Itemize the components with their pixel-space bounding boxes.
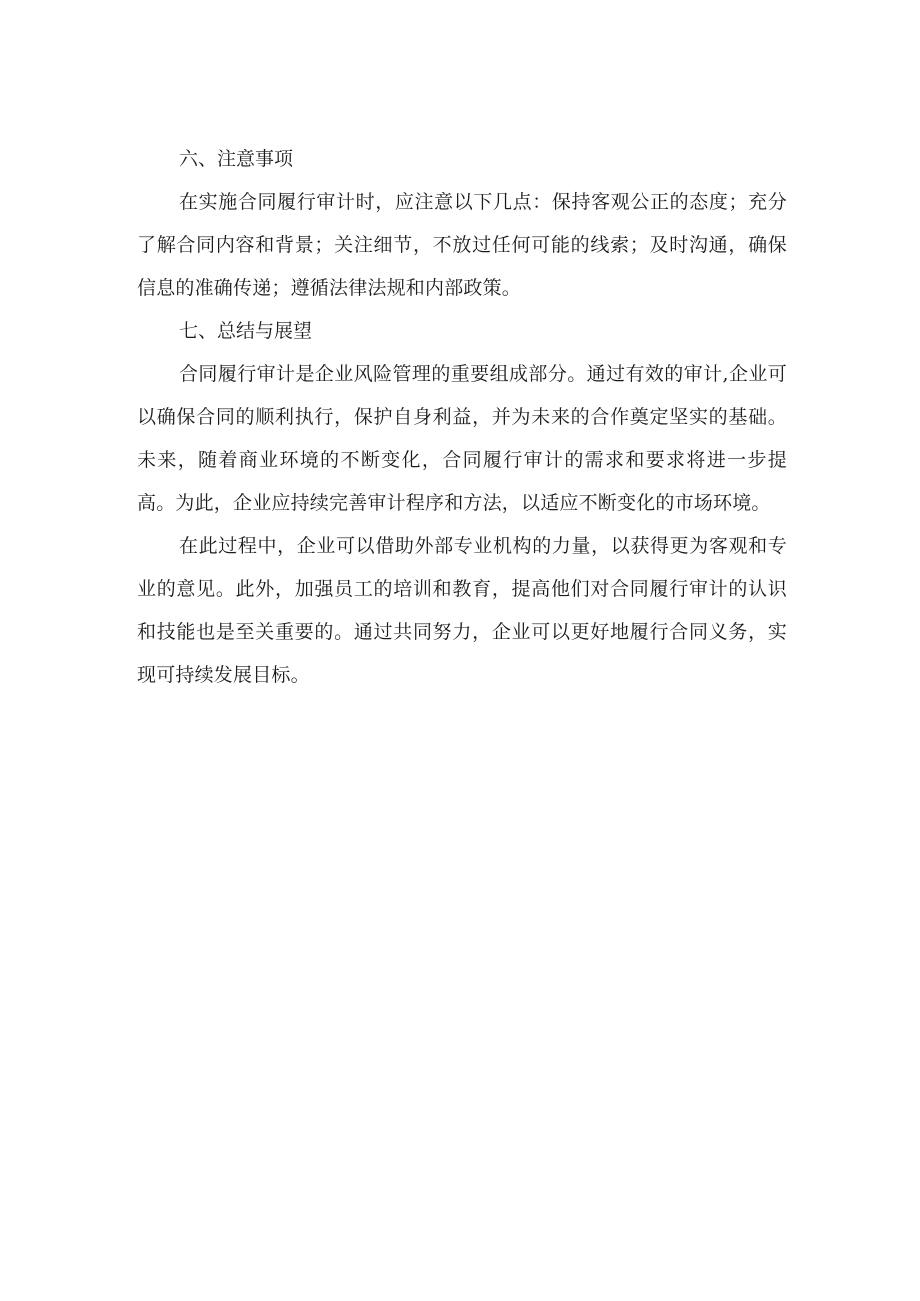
paragraph-notes: 在实施合同履行审计时，应注意以下几点：保持客观公正的态度；充分了解合同内容和背景；关注细节，不放过任何可能的线索；及时沟通，确保信息的准确传递；遵循法律法规和内部政策。 — [137, 191, 787, 299]
section-heading-summary: 七、总结与展望 — [179, 320, 313, 342]
paragraph-summary-1: 合同履行审计是企业风险管理的重要组成部分。通过有效的审计,企业可以确保合同的顺利执行，保护自身利益，并为未来的合作奠定坚实的基础。未来，随着商业环境的不断变化，合同履行审计的需求和要求将进一步提高。为此，企业应持续完善审计程序和方法，以适应不断变化的市场环境。 — [137, 363, 787, 514]
document-body — [137, 138, 787, 697]
paragraph-summary-2: 在此过程中，企业可以借助外部专业机构的力量，以获得更为客观和专业的意见。此外，加强员工的培训和教育，提高他们对合同履行审计的认识和技能也是至关重要的。通过共同努力，企业可以更好地履行合同义务，实现可持续发展目标。 — [137, 535, 787, 686]
section-heading-notes: 六、注意事项 — [179, 148, 294, 170]
